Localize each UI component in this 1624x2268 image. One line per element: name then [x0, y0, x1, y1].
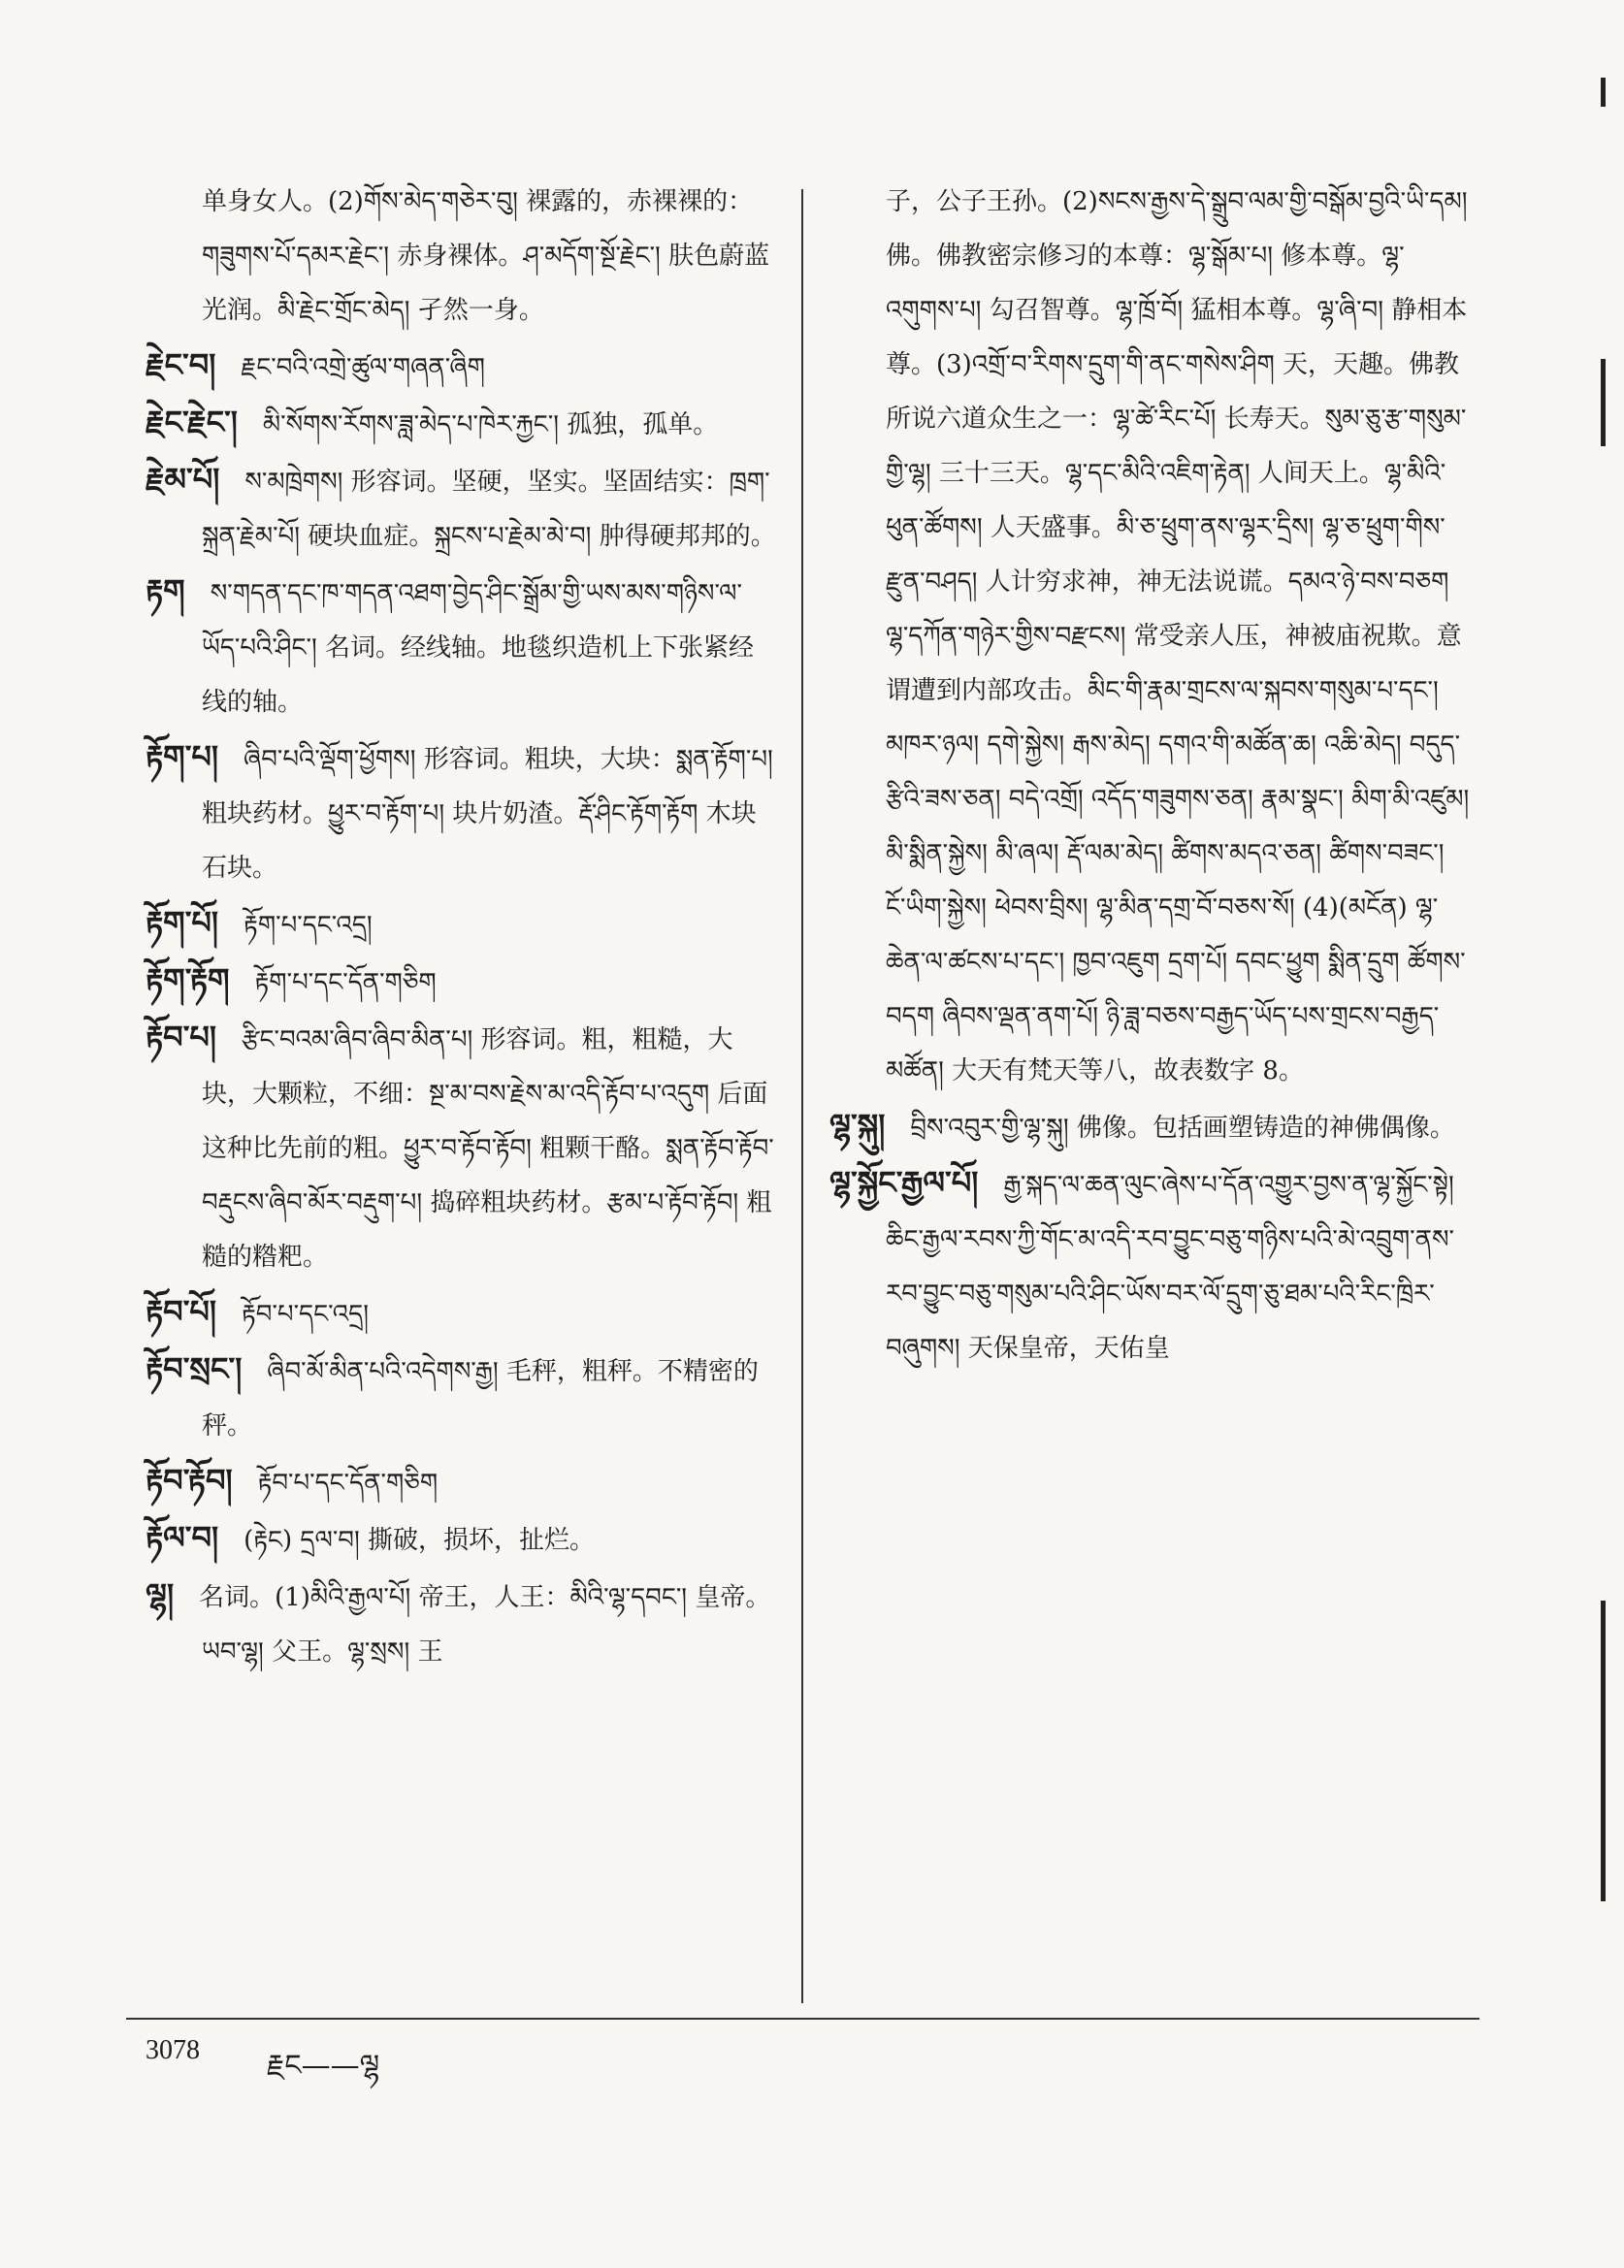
dictionary-entry	[829, 175, 1470, 1098]
entry-definition: 名词。(1)མིའི་རྒྱལ་པོ། 帝王，人王：མིའི་ལྷ་དབང་། 皇帝。ཡབ་ལྷ། 父王。ལྷ་སྲས། 王	[199, 1583, 771, 1667]
dictionary-entry	[146, 729, 776, 895]
scan-edge-mark	[1601, 78, 1606, 107]
entry-definition: 单身女人。(2)གོས་མེད་གཅེར་བུ། 裸露的，赤裸裸的：གཟུགས་པོ་དམར་རྗེང་། 赤身裸体。ཤ་མདོག་སྔོ་རྗེང་། 肤色蔚蓝光润。མི་རྗེང་གྲོང་མེད། 孑然一身。	[202, 187, 770, 325]
dictionary-entry	[146, 1342, 776, 1453]
dictionary-entry	[146, 564, 776, 729]
entry-definition: (རྟེང) དྲལ་བ། 撕破，损坏，扯烂。	[244, 1526, 596, 1555]
column-divider	[801, 189, 803, 2003]
entry-headword: ལྷ་སྐུ།	[829, 1107, 886, 1144]
left-column	[146, 175, 776, 1679]
dictionary-entry	[146, 452, 776, 564]
dictionary-entry	[146, 1568, 776, 1679]
scan-edge-mark	[1601, 359, 1606, 446]
entry-definition: རྒྱ་སྐད་ལ་ཆན་ལུང་ཞེས་པ་དོན་འགྱུར་བྱས་ན་ལྷ་སྐྱོང་སྟེ། ཆིང་རྒྱལ་རབས་ཀྱི་གོང་མ་འདི་རབ་བྱུང་བཅུ་གཉིས་པའི་མེ་འབྲུག་ནས་རབ་བྱུང་བཅུ་གསུམ་པའི་ཤིང་ཡོས་བར་ལོ་དྲུག་ཅུ་ཐམ་པའི་རིང་ཁྲིར་བཞུགས། 天保皇帝，天佑皇	[886, 1171, 1454, 1363]
dictionary-entry	[146, 1453, 776, 1510]
entry-headword: རྟག	[146, 572, 185, 609]
entry-headword: རྟོལ་བ།	[146, 1519, 219, 1556]
dictionary-entry	[146, 1284, 776, 1342]
entry-definition: རྟོབ་པ་དང་འདྲ།	[242, 1300, 369, 1329]
dictionary-entry	[146, 1010, 776, 1284]
dictionary-entry	[146, 895, 776, 953]
scan-edge-mark	[1601, 1601, 1606, 1901]
entry-headword: རྗེང་བ།	[146, 346, 216, 383]
entry-definition: རྟོག་པ་དང་འདྲ།	[244, 911, 373, 940]
entry-definition: ཞིབ་པའི་ལྡོག་ཕྱོགས། 形容词。粗块，大块：སྨན་རྟོག་པ། 粗块药材。ཕྱུར་བ་རྟོག་པ། 块片奶渣。རྡོ་ཤིང་རྟོག་རྟོག 木块石块。	[202, 745, 773, 883]
entry-definition: རྟོག་པ་དང་དོན་གཅིག	[254, 968, 437, 997]
footer-rule	[126, 2018, 1479, 2020]
entry-definition: རྗང་བའི་འགྲེ་ཚུལ་གཞན་ཞིག	[241, 353, 485, 382]
entry-definition: ཞིབ་མོ་མིན་པའི་འདེགས་རྒྱ། 毛秤，粗秤。不精密的秤。	[202, 1357, 759, 1441]
entry-definition: རྟོབ་པ་དང་དོན་གཅིག	[257, 1469, 438, 1498]
dictionary-entry	[829, 1098, 1470, 1155]
entry-headword: རྟོབ་རྟོབ།	[146, 1462, 233, 1499]
entry-headword: ལྷ།	[146, 1576, 175, 1613]
dictionary-entry	[146, 953, 776, 1010]
entry-definition: ས་མཁྲེགས། 形容词。坚硬，坚实。坚固结实：ཁྲག་སྐྲན་རྗེམ་པོ། 硬块血症。སྐྲངས་པ་རྗེམ་མེ་བ། 肿得硬邦邦的。	[202, 468, 776, 551]
entry-definition: རྩིང་བའམ་ཞིབ་ཞིབ་མིན་པ། 形容词。粗，粗糙，大块，大颗粒，不细：སྔ་མ་བས་རྗེས་མ་འདི་རྟོབ་པ་འདུག 后面这种比先前的粗。ཕྱུར་བ་རྟོབ་རྟོབ། 粗颗干酪。སྨན་རྟོབ་རྟོབ་བརྡུངས་ཞིབ་མོར་བརྡུག་པ། 捣碎粗块药材。རྩམ་པ་རྟོབ་རྟོབ། 粗糙的糌粑。	[202, 1025, 774, 1272]
entry-headword: རྟོབ་པོ།	[146, 1293, 217, 1330]
running-head: རྗང——ལྷ	[267, 2049, 380, 2083]
dictionary-entry	[146, 338, 776, 395]
dictionary-entry	[146, 175, 776, 338]
entry-definition: མི་སོགས་རོགས་ཟླ་མེད་པ་ཁེར་རྐྱང་། 孤独，孤单。	[262, 410, 719, 439]
dictionary-entry	[829, 1155, 1470, 1376]
entry-headword: ལྷ་སྐྱོང་རྒྱལ་པོ།	[829, 1164, 979, 1201]
entry-headword: རྟོབ་སྲང་།	[146, 1350, 243, 1387]
dictionary-entry	[146, 1510, 776, 1568]
right-column	[829, 175, 1470, 1376]
entry-headword: རྟོག་པོ།	[146, 904, 219, 941]
page-number: 3078	[146, 2035, 200, 2065]
entry-definition: ས་གདན་དང་ཁ་གདན་འཐག་བྱེད་ཤིང་སྒྲོམ་གྱི་ཡས་མས་གཉིས་ལ་ཡོད་པའི་ཤིང་། 名词。经线轴。地毯织造机上下张紧经线的轴。	[202, 579, 754, 717]
entry-definition: 子，公子王孙。(2)སངས་རྒྱས་དེ་སྒྲུབ་ལམ་གྱི་བསྒོམ་བྱའི་ཡི་དམ། 佛。佛教密宗修习的本尊：ལྷ་སྒོམ་པ། 修本尊。ལྷ་འགུགས་པ། 勾召智尊。ལྷ་ཁྲོ་བོ། 猛相本尊。ལྷ་ཞི་བ། 静相本尊。(3)འགྲོ་བ་རིགས་དྲུག་གི་ནང་གསེས་ཤིག 天，天趣。佛教所说六道众生之一：ལྷ་ཚེ་རིང་པོ། 长寿天。སུམ་ཅུ་རྩ་གསུམ་གྱི་ལྷ། 三十三天。ལྷ་དང་མིའི་འཇིག་རྟེན། 人间天上。ལྷ་མིའི་ཕུན་ཚོགས། 人天盛事。མི་ཅ་ཕྲུག་ནས་ལྷར་དྲིས། ལྷ་ཅ་ཕྲུག་གིས་རྫུན་བཤད། 人计穷求神，神无法说谎。དམའ་ཉེ་བས་བཅག ལྷ་དཀོན་གཉེར་གྱིས་བརྫངས། 常受亲人压，神被庙祝欺。意谓遭到内部攻击。མིང་གི་རྣམ་གྲངས་ལ་སྐབས་གསུམ་པ་དང་། མཁར་ཉལ། དགེ་སྐྱེས། རྒས་མེད། དགའ་གི་མཚོན་ཆ། འཆི་མེད། བདུད་རྩིའི་ཟས་ཅན། བདེ་འགྲོ། འདོད་གཟུགས་ཅན། རྣམ་སྣང་། མིག་མི་འཛུམ། མི་སྨིན་སྐྱེས། མི་ཞལ། རྡོ་ལམ་མེད། ཚིགས་མདའ་ཅན། ཚིགས་བཟང་། ངོ་ཡིག་སྐྱེས། ཕེབས་བྲིས། ལྷ་མིན་དགྲ་བོ་བཅས་སོ། (4)(མངོན) ལྷ་ཆེན་ལ་ཚངས་པ་དང་། ཁྱབ་འཇུག དྲག་པོ། དབང་ཕྱུག སྨིན་དྲུག ཚོགས་བདག ཞིབས་ལྡན་ནག་པོ། ཉི་ཟླ་བཅས་བརྒྱད་ཡོད་པས་གྲངས་བརྒྱད་མཚོན། 大天有梵天等八，故表数字 8。	[886, 187, 1470, 1085]
entry-definition: བྲིས་འབུར་གྱི་ལྷ་སྐུ། 佛像。包括画塑铸造的神佛偶像。	[910, 1114, 1455, 1143]
entry-headword: རྟོག་རྟོག	[146, 961, 230, 998]
entry-headword: རྟོག་པ།	[146, 738, 219, 775]
entry-headword: རྟོབ་པ།	[146, 1019, 217, 1055]
entry-headword: རྗེང་རྗེང་།	[146, 404, 238, 440]
entry-headword: རྗེམ་པོ།	[146, 461, 220, 498]
dictionary-entry	[146, 395, 776, 452]
